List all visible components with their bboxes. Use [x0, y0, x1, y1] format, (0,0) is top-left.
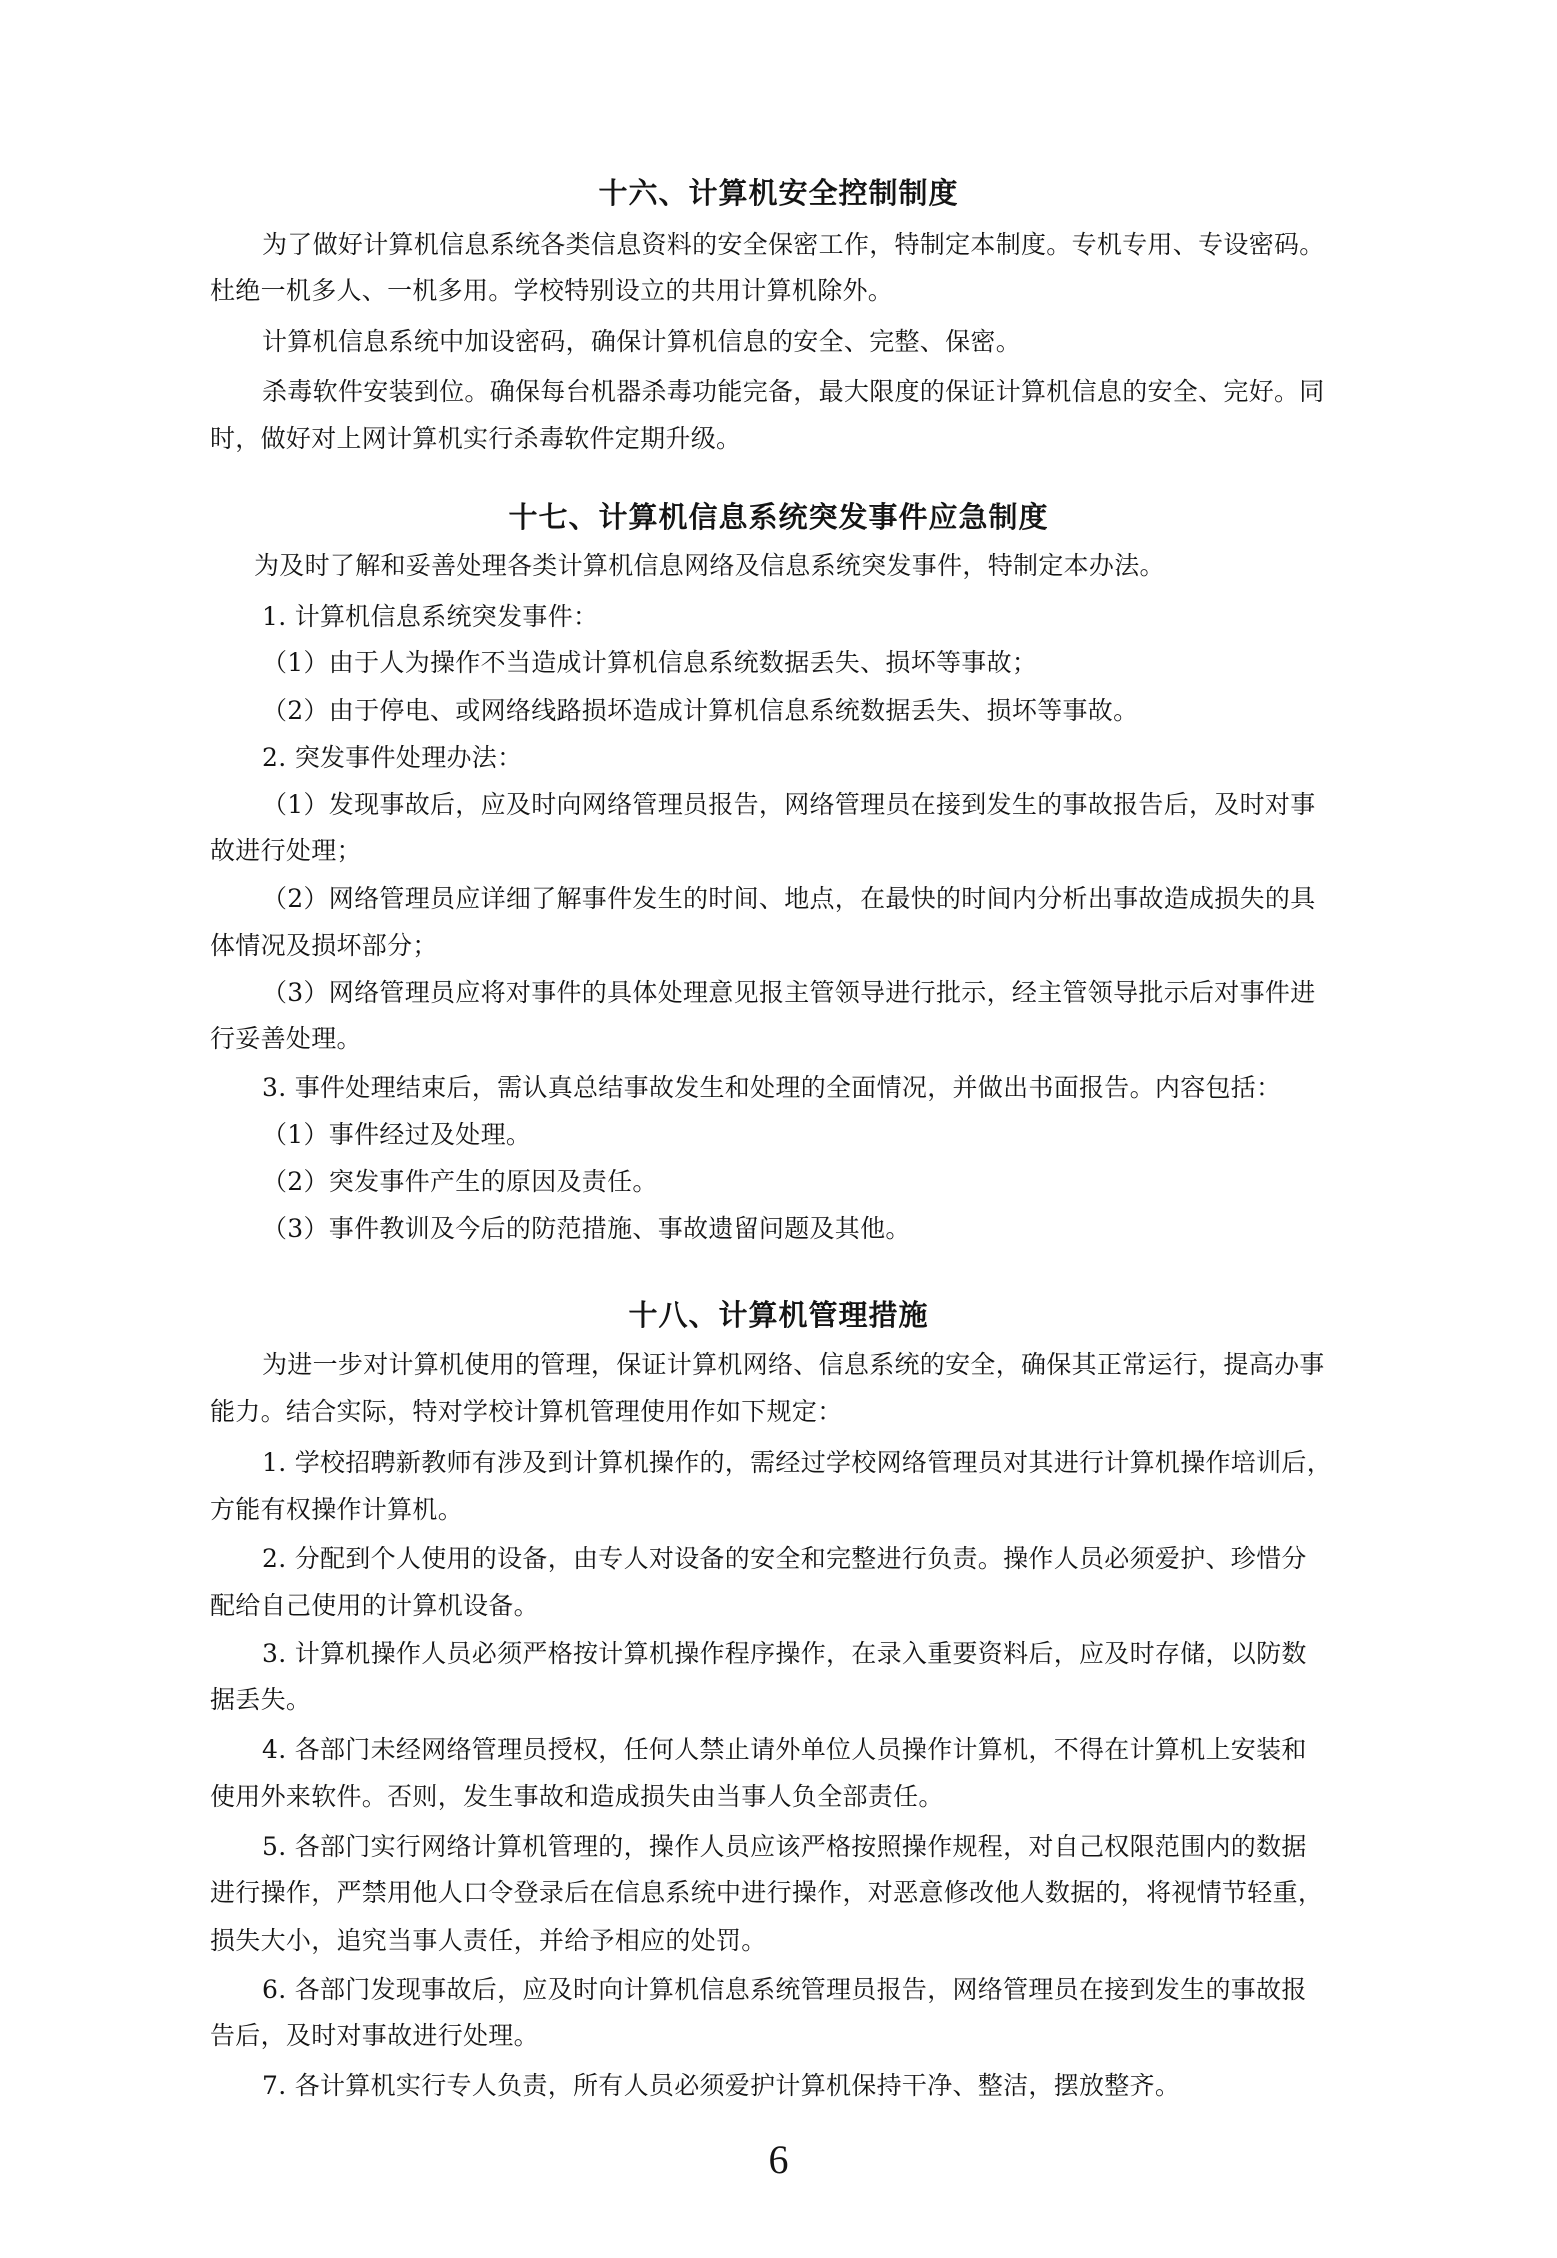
section-16-line: 为了做好计算机信息系统各类信息资料的安全保密工作，特制定本制度。专机专用、专设密码。: [262, 230, 1325, 259]
section-18-line: 方能有权操作计算机。: [210, 1495, 464, 1524]
section-16-line: 杜绝一机多人、一机多用。学校特别设立的共用计算机除外。: [210, 276, 894, 305]
section-17-line: （1）发现事故后，应及时向网络管理员报告，网络管理员在接到发生的事故报告后，及时对事: [262, 790, 1316, 819]
section-18-line: 损失大小，追究当事人责任，并给予相应的处罚。: [210, 1926, 767, 1955]
section-16-line: 计算机信息系统中加设密码，确保计算机信息的安全、完整、保密。: [262, 327, 1022, 356]
section-18-line: 配给自己使用的计算机设备。: [210, 1591, 539, 1620]
section-17-line: 体情况及损坏部分；: [210, 931, 438, 960]
section-18-title: 十八、计算机管理措施: [628, 1298, 929, 1332]
section-18-line: 进行操作，严禁用他人口令登录后在信息系统中进行操作，对恶意修改他人数据的，将视情节轻重，: [210, 1878, 1324, 1907]
section-18-line: 2. 分配到个人使用的设备，由专人对设备的安全和完整进行负责。操作人员必须爱护、珍惜分: [262, 1544, 1307, 1573]
section-16-line: 时，做好对上网计算机实行杀毒软件定期升级。: [210, 424, 742, 453]
section-17-line: 2. 突发事件处理办法：: [262, 743, 523, 772]
section-17-title: 十七、计算机信息系统突发事件应急制度: [508, 500, 1049, 534]
section-17-line: 1. 计算机信息系统突发事件：: [262, 602, 599, 631]
page-number: 6: [768, 2137, 789, 2182]
section-18-line: 4. 各部门未经网络管理员授权，任何人禁止请外单位人员操作计算机，不得在计算机上安装和: [262, 1735, 1307, 1764]
section-17-line: 行妥善处理。: [210, 1024, 362, 1053]
section-18-line: 为进一步对计算机使用的管理，保证计算机网络、信息系统的安全，确保其正常运行，提高办事: [262, 1350, 1325, 1379]
section-16-title: 十六、计算机安全控制制度: [598, 176, 959, 210]
section-16-line: 杀毒软件安装到位。确保每台机器杀毒功能完备，最大限度的保证计算机信息的安全、完好。同: [262, 377, 1325, 406]
section-18-line: 告后，及时对事故进行处理。: [210, 2021, 539, 2050]
section-17-line: （3）事件教训及今后的防范措施、事故遗留问题及其他。: [262, 1214, 911, 1243]
section-18-line: 6. 各部门发现事故后，应及时向计算机信息系统管理员报告，网络管理员在接到发生的事故报: [262, 1975, 1307, 2004]
section-17-line: 故进行处理；: [210, 836, 362, 865]
section-18-line: 1. 学校招聘新教师有涉及到计算机操作的，需经过学校网络管理员对其进行计算机操作培训后，: [262, 1448, 1333, 1477]
section-17-line: （2）网络管理员应详细了解事件发生的时间、地点，在最快的时间内分析出事故造成损失的具: [262, 884, 1316, 913]
section-17-line: 为及时了解和妥善处理各类计算机信息网络及信息系统突发事件，特制定本办法。: [254, 551, 1165, 580]
section-18-line: 5. 各部门实行网络计算机管理的，操作人员应该严格按照操作规程，对自己权限范围内的数据: [262, 1832, 1307, 1861]
section-17-line: （3）网络管理员应将对事件的具体处理意见报主管领导进行批示，经主管领导批示后对事件进: [262, 978, 1316, 1007]
section-18-line: 3. 计算机操作人员必须严格按计算机操作程序操作，在录入重要资料后，应及时存储，以防数: [262, 1639, 1307, 1668]
section-18-line: 使用外来软件。否则，发生事故和造成损失由当事人负全部责任。: [210, 1782, 944, 1811]
section-17-line: 3. 事件处理结束后，需认真总结事故发生和处理的全面情况，并做出书面报告。内容包括：: [262, 1073, 1282, 1102]
section-17-line: （1）事件经过及处理。: [262, 1120, 532, 1149]
section-18-line: 7. 各计算机实行专人负责，所有人员必须爱护计算机保持干净、整洁，摆放整齐。: [262, 2071, 1181, 2100]
section-17-line: （2）由于停电、或网络线路损坏造成计算机信息系统数据丢失、损坏等事故。: [262, 696, 1139, 725]
section-17-line: （2）突发事件产生的原因及责任。: [262, 1167, 658, 1196]
section-18-line: 能力。结合实际，特对学校计算机管理使用作如下规定：: [210, 1397, 843, 1426]
section-18-line: 据丢失。: [210, 1685, 312, 1714]
section-17-line: （1）由于人为操作不当造成计算机信息系统数据丢失、损坏等事故；: [262, 648, 1038, 677]
